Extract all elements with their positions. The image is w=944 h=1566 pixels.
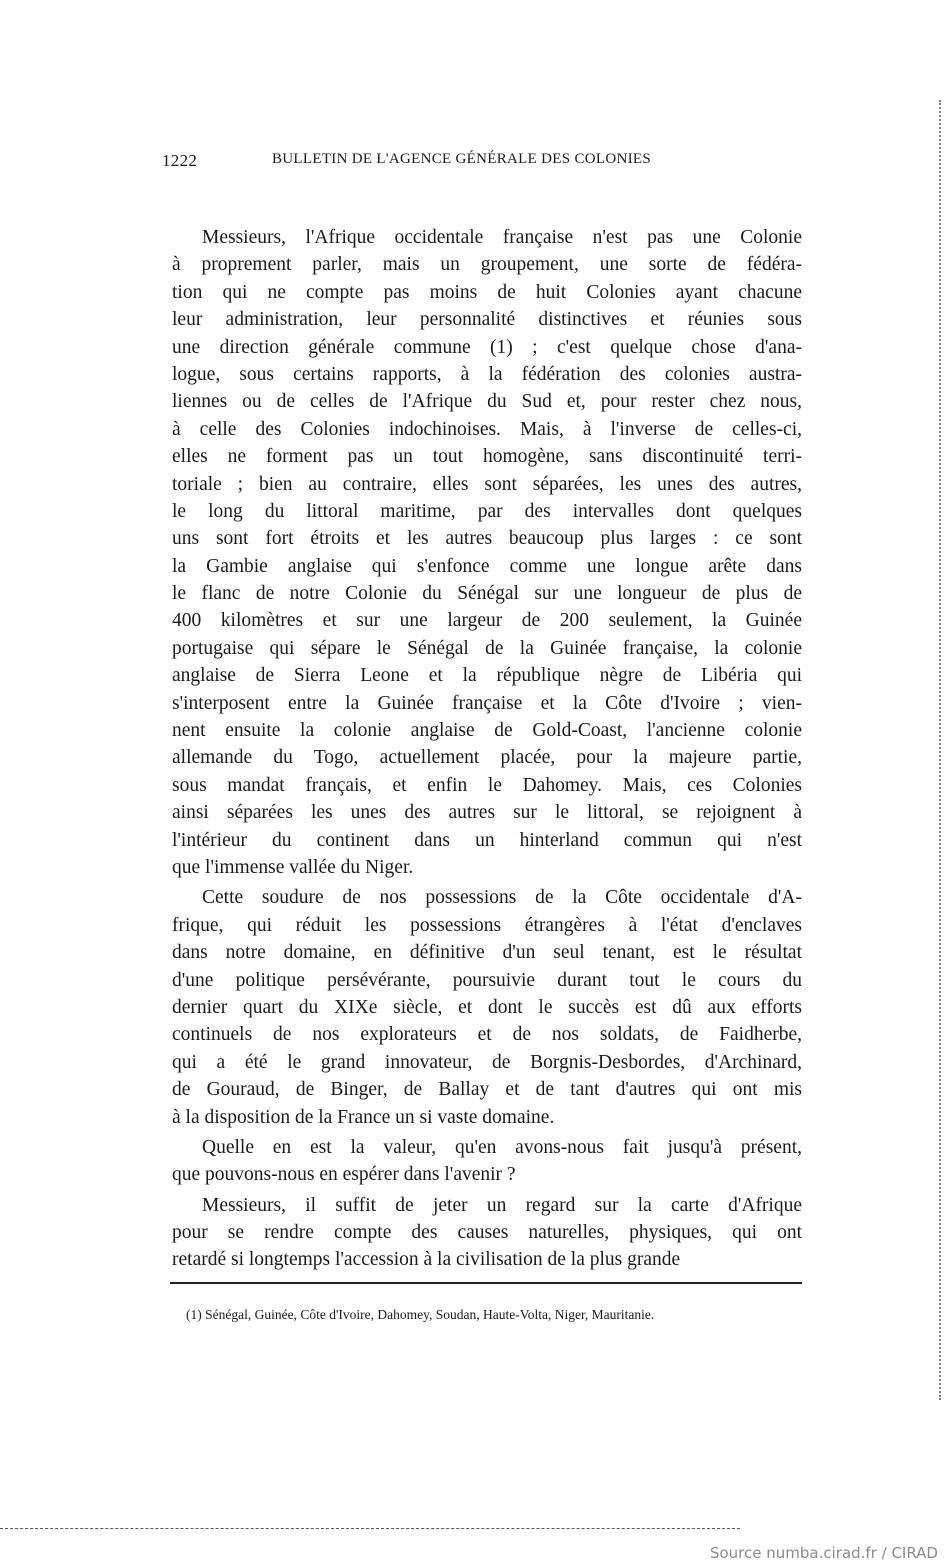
- text-line: continuels de nos explorateurs et de nos soldats, de Faidherbe,: [172, 1024, 802, 1046]
- text-line: qui a été le grand innovateur, de Borgnis-Desbordes, d'Archinard,: [172, 1051, 802, 1073]
- page-number: 1222: [162, 151, 198, 170]
- text-line: logue, sous certains rapports, à la fédération des colonies austra-: [172, 363, 802, 385]
- text-line: dans notre domaine, en définitive d'un seul tenant, est le résultat: [172, 942, 802, 964]
- running-title: BULLETIN DE L'AGENCE GÉNÉRALE DES COLONIES: [272, 151, 652, 167]
- text-line: frique, qui réduit les possessions étrangères à l'état d'enclaves: [172, 914, 802, 936]
- text-line: une direction générale commune (1) ; c'est quelque chose d'ana-: [172, 336, 802, 358]
- source-credit: Source numba.cirad.fr / CIRAD: [709, 1544, 938, 1562]
- text-line: à la disposition de la France un si vaste domaine.: [172, 1106, 555, 1128]
- text-line: à celle des Colonies indochinoises. Mais, à l'inverse de celles-ci,: [172, 418, 802, 440]
- text-line: dernier quart du XIXe siècle, et dont le succès est dû aux efforts: [172, 996, 802, 1018]
- text-line: anglaise de Sierra Leone et la république nègre de Libéria qui: [172, 665, 802, 687]
- text-line: leur administration, leur personnalité distinctives et réunies sous: [172, 309, 802, 331]
- text-line: allemande du Togo, actuellement placée, pour la majeure partie,: [172, 747, 802, 769]
- text-line: ainsi séparées les unes des autres sur le littoral, se rejoignent à: [172, 802, 802, 824]
- text-line: le long du littoral maritime, par des intervalles dont quelques: [172, 500, 802, 522]
- text-line: Messieurs, il suffit de jeter un regard sur la carte d'Afrique: [202, 1194, 802, 1216]
- text-line: portugaise qui sépare le Sénégal de la Guinée française, la colonie: [172, 637, 802, 659]
- text-line: Messieurs, l'Afrique occidentale française n'est pas une Colonie: [202, 227, 802, 248]
- body-text: [172, 224, 802, 1274]
- text-line: le flanc de notre Colonie du Sénégal sur une longueur de plus de: [172, 583, 802, 605]
- text-line: pour se rendre compte des causes naturelles, physiques, qui ont: [172, 1222, 802, 1244]
- footnote-rule: [170, 1282, 802, 1284]
- text-line: retardé si longtemps l'accession à la civilisation de la plus grande: [172, 1249, 681, 1271]
- text-line: à proprement parler, mais un groupement, une sorte de fédéra-: [172, 254, 802, 276]
- text-line: elles ne forment pas un tout homogène, sans discontinuité terri-: [172, 446, 802, 468]
- text-line: l'intérieur du continent dans un hinterland commun qui n'est: [172, 829, 802, 851]
- text-line: Cette soudure de nos possessions de la Côte occidentale d'A-: [202, 887, 802, 909]
- text-line: sous mandat français, et enfin le Dahomey. Mais, ces Colonies: [172, 774, 802, 796]
- text-line: 400 kilomètres et sur une largeur de 200 seulement, la Guinée: [172, 610, 802, 632]
- text-line: uns sont fort étroits et les autres beaucoup plus larges : ce sont: [172, 528, 802, 550]
- text-line: tion qui ne compte pas moins de huit Colonies ayant chacune: [172, 281, 802, 303]
- text-line: de Gouraud, de Binger, de Ballay et de tant d'autres qui ont mis: [172, 1079, 802, 1101]
- text-line: la Gambie anglaise qui s'enfonce comme une longue arête dans: [172, 555, 802, 577]
- text-line: que l'immense vallée du Niger.: [172, 856, 414, 878]
- text-line: que pouvons-nous en espérer dans l'avenir ?: [172, 1164, 516, 1186]
- text-line: Quelle en est la valeur, qu'en avons-nous fait jusqu'à présent,: [202, 1136, 802, 1158]
- text-line: liennes ou de celles de l'Afrique du Sud et, pour rester chez nous,: [172, 391, 802, 413]
- footnote: (1) Sénégal, Guinée, Côte d'Ivoire, Dahomey, Soudan, Haute-Volta, Niger, Mauritanie.: [186, 1307, 655, 1322]
- text-line: d'une politique persévérante, poursuivie durant tout le cours du: [172, 969, 802, 991]
- bottom-edge-line: [0, 1528, 740, 1529]
- page-edge: [939, 100, 941, 1400]
- text-line: s'interposent entre la Guinée française et la Côte d'Ivoire ; vien-: [172, 692, 802, 714]
- text-line: nent ensuite la colonie anglaise de Gold-Coast, l'ancienne colonie: [172, 720, 802, 742]
- text-line: toriale ; bien au contraire, elles sont séparées, les unes des autres,: [172, 473, 802, 495]
